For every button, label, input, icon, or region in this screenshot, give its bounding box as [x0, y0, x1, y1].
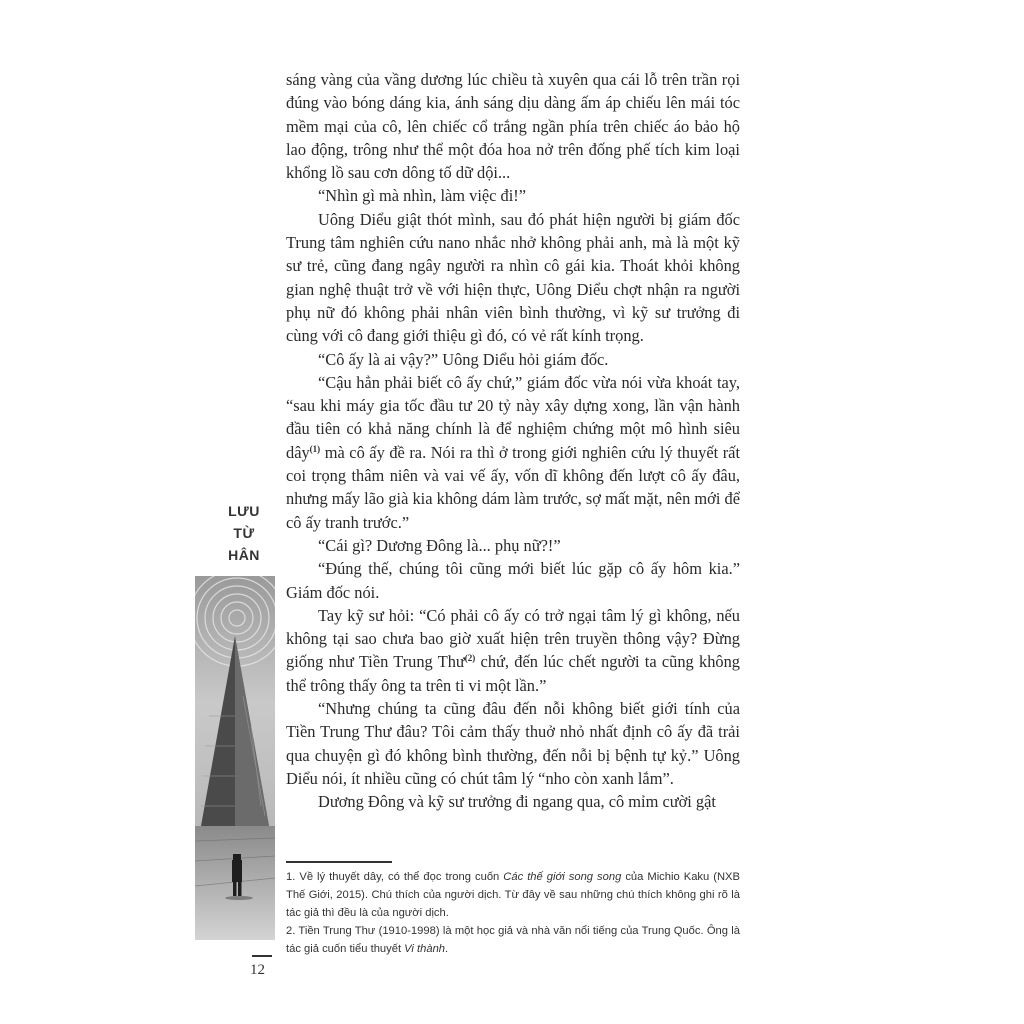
paragraph-text: Tay kỹ sư hỏi: “Có phải cô ấy có trở ngại tâm lý gì không, nếu không tại sao chưa bao giờ xuất hiện trên truyền thông vậy? Đừng giống như Tiền Trung Thư: [286, 605, 740, 672]
paragraph: Uông Diểu giật thót mình, sau đó phát hiện người bị giám đốc Trung tâm nghiên cứu nano nhắc nhở không phải anh, mà là một kỹ sư trẻ, cũng đang ngây người ra nhìn cô gái kia. Thoát khỏi không gian nghệ thuật trở về với hiện thực, Uông Diểu chợt nhận ra người phụ nữ đó không phải nhân viên bình thường, vì kỹ sư trưởng đi cùng với cô đang giới thiệu gì đó, có vẻ rất kính trọng.: [286, 209, 740, 346]
footnote-text: 1. Về lý thuyết dây, có thể đọc trong cuốn: [286, 871, 504, 883]
paragraph: “Đúng thế, chúng tôi cũng mới biết lúc gặp cô ấy hôm kia.” Giám đốc nói.: [286, 559, 740, 602]
footnote-text: .: [445, 943, 449, 955]
footnote-2: [286, 922, 740, 958]
author-name-line: TỪ: [233, 525, 255, 541]
author-name: [218, 500, 270, 566]
paragraph: Dương Đông và kỹ sư trưởng đi ngang qua, cô mỉm cười gật: [318, 792, 716, 812]
footnote-ref-2: (2): [464, 653, 476, 664]
paragraph: [286, 371, 740, 534]
paragraph: “Cô ấy là ai vậy?” Uông Diểu hỏi giám đốc.: [318, 349, 609, 369]
footnotes: [286, 868, 740, 958]
paragraph-text: “Cậu hẳn phải biết cô ấy chứ,” giám đốc vừa nói vừa khoát tay, “sau khi máy gia tốc đầu tư 20 tỷ này xây dựng xong, lần vận hành đầu tiên có khả năng chính là để nghiệm chứng một mô hình siêu dây: [286, 372, 740, 462]
paragraph: “Nhìn gì mà nhìn, làm việc đi!”: [318, 186, 527, 206]
paragraph: sáng vàng của vầng dương lúc chiều tà xuyên qua cái lỗ trên trần rọi đúng vào bóng dáng kia, ánh sáng dịu dàng ấm áp chiếu lên mái tóc mềm mại của cô, lên chiếc cổ trắng ngần phía trên chiếc áo bảo hộ lao động, trông như thể một đóa hoa nở trên đống phế tích kim loại khổng lồ sau cơn dông tố dữ dội...: [286, 70, 740, 183]
paragraph: “Nhưng chúng ta cũng đâu đến nỗi không biết giới tính của Tiền Trung Thư đâu? Tôi cảm thấy thuở nhỏ nhất định cô ấy đã trải qua chuyện gì đó không bình thường, đến nỗi bị bệnh tự kỷ.” Uông Diểu nói, ít nhiều cũng có chút tâm lý “nho còn xanh lắm”.: [286, 699, 740, 788]
footnote-book-title: Vi thành: [404, 943, 446, 955]
paragraph-text: mà cô ấy đề ra. Nói ra thì ở trong giới nghiên cứu lý thuyết rất coi trọng thâm niên và vai vế ấy, vốn dĩ không đến lượt cô ấy đâu, nhưng mấy lão già kia không dám làm trước, sợ mất mặt, nên mới để cô ấy tranh trước.”: [286, 442, 740, 532]
author-name-line: HÂN: [228, 547, 260, 563]
footnote-1: [286, 868, 740, 922]
page-number: 12: [250, 962, 265, 978]
paragraph-text: chứ, đến lúc chết người ta cũng không thể trông thấy ông ta trên ti vi một lần.”: [286, 652, 740, 695]
page-number-rule: [252, 955, 272, 957]
author-name-line: LƯU: [228, 503, 260, 519]
paragraph: “Cái gì? Dương Đông là... phụ nữ?!”: [318, 535, 561, 555]
footnote-text: của Michio Kaku (NXB Thế Giới, 2015). Chú thích của người dịch. Từ đây về sau những chú thích không ghi rõ là tác giả thì đều là của người dịch.: [286, 871, 740, 919]
pyramid-illustration: [195, 576, 275, 940]
footnote-text: 2. Tiền Trung Thư (1910-1998) là một học giả và nhà văn nổi tiếng của Trung Quốc. Ông là tác giả cuốn tiểu thuyết: [286, 925, 740, 955]
paragraph: [286, 604, 740, 697]
body-text: [286, 68, 740, 814]
cover-illustration: [195, 576, 275, 940]
footnote-rule: [286, 861, 392, 863]
footnote-ref-1: (1): [309, 443, 321, 454]
footnote-book-title: Các thế giới song song: [503, 871, 622, 883]
